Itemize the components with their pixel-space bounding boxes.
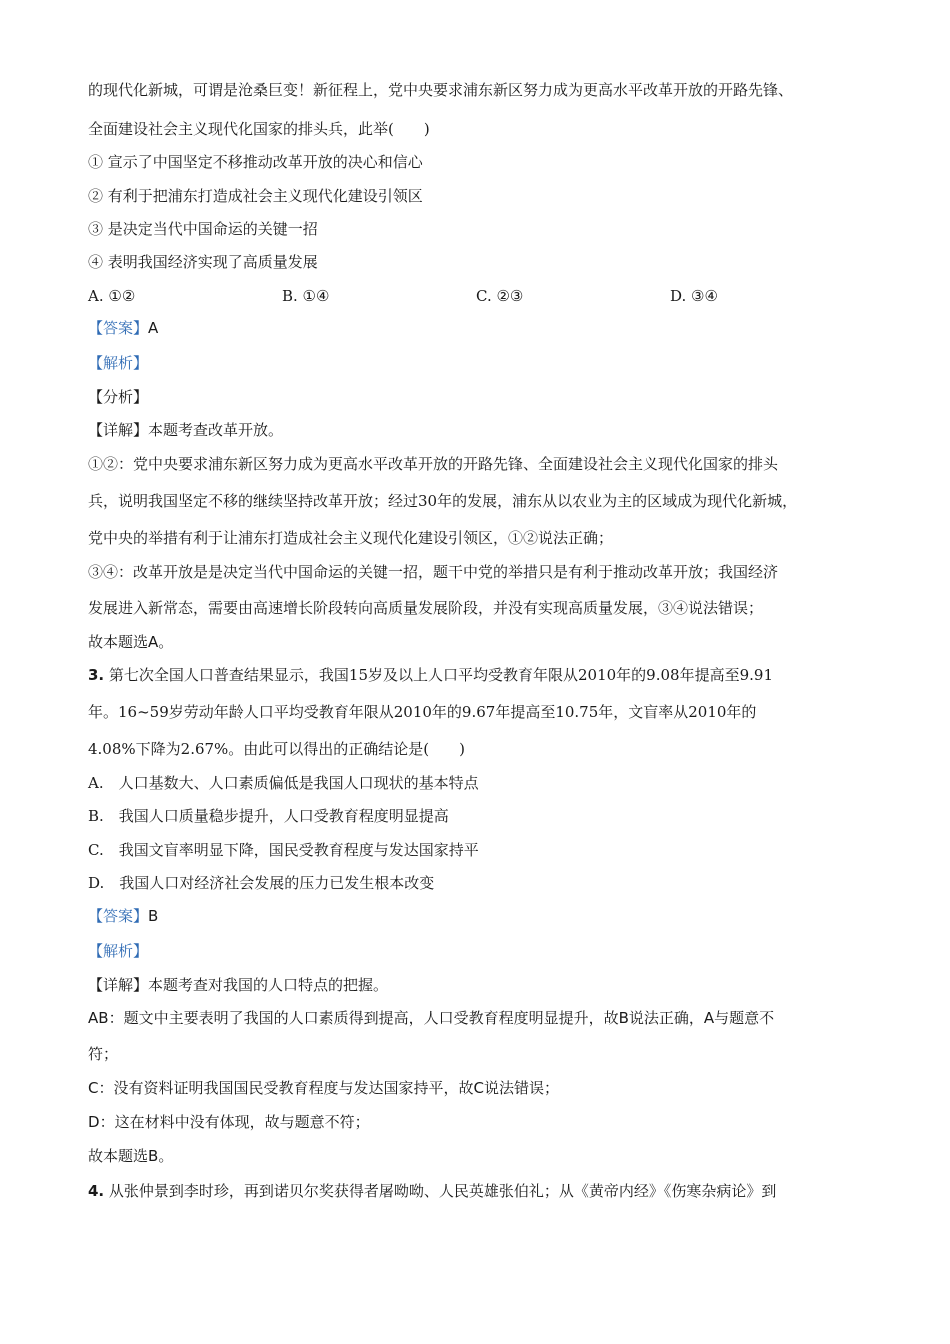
q2-stem-line-2: 全面建设社会主义现代化国家的排头兵，此举( ) (88, 120, 430, 138)
q2-jiexi-tag: 【解析】 (88, 354, 149, 372)
q2-item-3: ③ 是决定当代中国命运的关键一招 (88, 220, 318, 238)
q3-stem-line-1 (88, 665, 868, 685)
q2-answer-tag: 【答案】 (88, 319, 149, 337)
q3-d-text: ：这在材料中没有体现，故与题意不符； (99, 1113, 370, 1131)
q2-xiangjie-tag: 【详解】 (88, 421, 149, 439)
q3-ab-label: AB (88, 1009, 109, 1027)
q2-xiangjie-text: 本题考查改革开放。 (148, 421, 284, 439)
q3-ab-b: B (618, 1009, 629, 1027)
q2-fenxi-row (88, 387, 868, 407)
q3-xiangjie-row (88, 975, 868, 995)
q3-number: 3. (88, 666, 105, 684)
q2-item-2: ② 有利于把浦东打造成社会主义现代化建设引领区 (88, 187, 423, 205)
q3-option-a: A. 人口基数大、人口素质偏低是我国人口现状的基本特点 (88, 774, 479, 792)
q3-c-text-1: ：没有资料证明我国国民受教育程度与发达国家持平，故 (98, 1079, 474, 1097)
q3-ab-line-1 (88, 1008, 868, 1028)
q2-explanation-line-3: 党中央的举措有利于让浦东打造成社会主义现代化建设引领区，①②说法正确； (88, 529, 614, 547)
q3-conclusion-prefix: 故本题选 (88, 1147, 149, 1165)
q3-conclusion (88, 1146, 868, 1166)
q2-explanation-line-1: ①②：党中央要求浦东新区努力成为更高水平改革开放的开路先锋、全面建设社会主义现代化国家的排头 (88, 455, 779, 473)
q2-conclusion-letter: A (148, 633, 159, 651)
q3-d-line (88, 1112, 868, 1132)
q2-explanation-line-4: ③④：改革开放是是决定当代中国命运的关键一招，题干中党的举措只是有利于推动改革开放；我国经济 (88, 563, 779, 581)
q3-c-c: C (473, 1079, 484, 1097)
q3-ab-a: A (703, 1009, 715, 1027)
q3-ab-line-2: 符； (88, 1045, 119, 1063)
q2-stem-line-1: 的现代化新城，可谓是沧桑巨变！新征程上，党中央要求浦东新区努力成为更高水平改革开放的开路先锋、 (88, 81, 794, 99)
q4-number: 4. (88, 1182, 105, 1200)
q3-stem-text-1: 第七次全国人口普查结果显示，我国15岁及以上人口平均受教育年限从2010年的9.08年提高至9.91 (108, 666, 773, 684)
q2-conclusion-prefix: 故本题选 (88, 633, 149, 651)
q3-jiexi-row (88, 941, 868, 961)
q2-explanation-line-5: 发展进入新常态，需要由高速增长阶段转向高质量发展阶段，并没有实现高质量发展，③④说法错误； (88, 599, 764, 617)
q2-option-a: A. ①② (88, 287, 136, 305)
q2-conclusion-suffix: 。 (158, 633, 174, 651)
q3-option-b: B. 我国人口质量稳步提升，人口受教育程度明显提高 (88, 807, 449, 825)
q3-jiexi-tag: 【解析】 (88, 942, 149, 960)
q3-xiangjie-text: 本题考查对我国的人口特点的把握。 (148, 976, 389, 994)
q3-xiangjie-tag: 【详解】 (88, 976, 149, 994)
q2-option-b: B. ①④ (282, 287, 330, 305)
q3-option-c: C. 我国文盲率明显下降，国民受教育程度与发达国家持平 (88, 841, 479, 859)
q2-option-c: C. ②③ (476, 287, 524, 305)
q3-stem-line-3: 4.08%下降为2.67%。由此可以得出的正确结论是( ) (88, 740, 466, 758)
q2-answer-row (88, 318, 868, 338)
q2-conclusion (88, 632, 868, 652)
q4-stem-text-1: 从张仲景到李时珍，再到诺贝尔奖获得者屠呦呦、人民英雄张伯礼；从《黄帝内经》《伤寒杂病论》到 (108, 1182, 777, 1200)
q2-option-d: D. ③④ (670, 287, 718, 305)
q3-stem-line-2: 年。16~59岁劳动年龄人口平均受教育年限从2010年的9.67年提高至10.75年，文盲率从2010年的 (88, 703, 757, 721)
q3-c-line (88, 1078, 868, 1098)
q3-c-label: C (88, 1079, 99, 1097)
q2-fenxi-tag: 【分析】 (88, 388, 149, 406)
q2-item-1: ① 宣示了中国坚定不移推动改革开放的决心和信心 (88, 153, 423, 171)
q3-ab-text-1: ：题文中主要表明了我国的人口素质得到提高，人口受教育程度明显提升，故 (108, 1009, 619, 1027)
q3-conclusion-letter: B (148, 1147, 159, 1165)
q2-item-4: ④ 表明我国经济实现了高质量发展 (88, 253, 318, 271)
q2-xiangjie-row (88, 420, 868, 440)
q3-conclusion-suffix: 。 (158, 1147, 174, 1165)
q3-option-d: D. 我国人口对经济社会发展的压力已发生根本改变 (88, 874, 435, 892)
q3-answer-tag: 【答案】 (88, 907, 149, 925)
q2-jiexi-row (88, 353, 868, 373)
q3-d-label: D (88, 1113, 100, 1131)
q3-ab-text-3: 与题意不 (714, 1009, 775, 1027)
q3-answer-row (88, 906, 868, 926)
q3-ab-text-2: 说法正确， (628, 1009, 704, 1027)
q2-explanation-line-2: 兵，说明我国坚定不移的继续坚持改革开放；经过30年的发展，浦东从以农业为主的区域成为现代化新城， (88, 492, 798, 510)
q3-answer-value: B (148, 907, 159, 925)
q3-c-text-2: 说法错误； (483, 1079, 559, 1097)
q2-answer-value: A (148, 319, 159, 337)
q4-stem-line-1 (88, 1181, 868, 1201)
